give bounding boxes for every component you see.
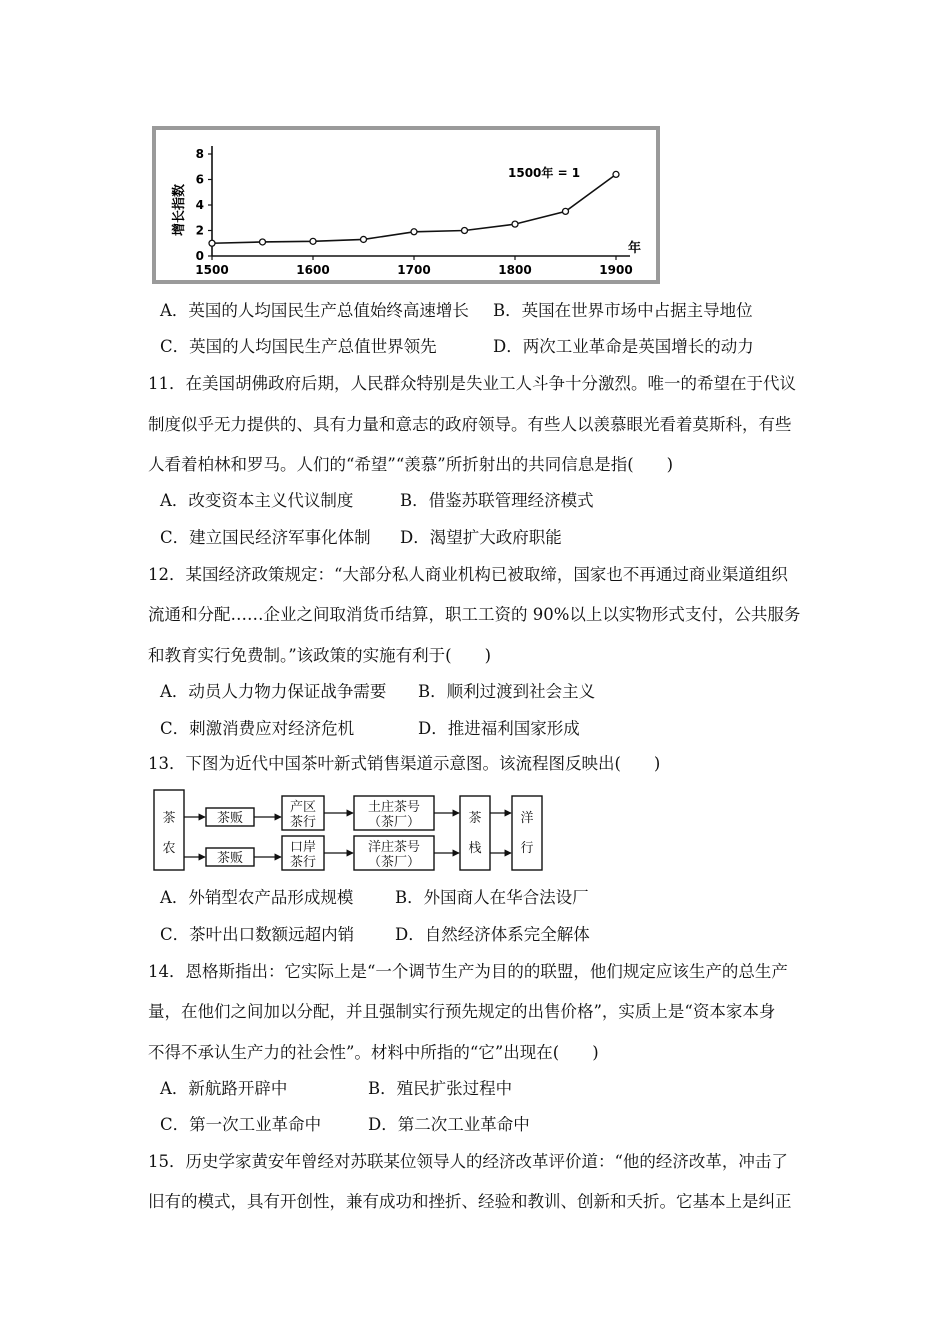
y-tick-label: 8: [195, 147, 204, 161]
flow-label-store-1: 茶: [468, 811, 482, 826]
q13-option-b: B．外国商人在华合法设厂: [395, 888, 589, 907]
tea-sales-flow-diagram: [150, 786, 550, 876]
q12-option-b: B．顺利过渡到社会主义: [418, 682, 596, 701]
flow-label-district-2: 茶行: [289, 815, 317, 830]
flow-box-tea-farmer: [154, 790, 184, 870]
q12-option-a: A．动员人力物力保证战争需要: [160, 682, 387, 701]
y-tick-label: 0: [195, 249, 204, 263]
x-tick-label: 1900: [599, 263, 633, 277]
y-tick-label: 6: [195, 172, 204, 187]
q15-stem-line-2: 旧有的模式，具有开创性，兼有成功和挫折、经验和教训、创新和夭折。它基本上是纠正: [148, 1192, 792, 1211]
q12-stem-line-1: 12．某国经济政策规定：“大部分私人商业机构已被取缔，国家也不再通过商业渠道组织: [148, 565, 788, 584]
q14-option-d: D．第二次工业革命中: [368, 1115, 530, 1134]
chart-series: [209, 171, 619, 246]
q12-stem-line-2: 流通和分配……企业之间取消货币结算，职工工资的 90%以上以实物形式支付，公共服务: [148, 605, 801, 624]
flow-label-farmer-1: 茶: [162, 811, 176, 826]
flow-label-firm-1: 洋: [520, 811, 534, 826]
q13-option-c: C．茶叶出口数额远超内销: [160, 925, 355, 944]
data-point: [361, 236, 367, 242]
x-tick-label: 1500: [195, 263, 229, 277]
x-tick-label: 1800: [498, 263, 532, 277]
chart-annotation: 1500年 = 1: [508, 166, 581, 180]
growth-index-chart-svg: [156, 130, 656, 280]
q11-option-b: B．借鉴苏联管理经济模式: [400, 491, 594, 510]
x-axis-label: 年: [628, 241, 642, 256]
q11-stem-line-2: 制度似乎无力提供的、具有力量和意志的政府领导。有些人以羡慕眼光看着莫斯科，有些: [148, 415, 792, 434]
q10-option-b: B．英国在世界市场中占据主导地位: [493, 301, 753, 320]
flow-label-farmer-2: 农: [162, 841, 176, 856]
q12-option-c: C．刺激消费应对经济危机: [160, 719, 355, 738]
q12-option-d: D．推进福利国家形成: [418, 719, 580, 738]
data-point: [411, 229, 417, 235]
flow-label-district-1: 产区: [289, 800, 317, 815]
data-point: [462, 228, 468, 234]
chart-axes: [212, 146, 630, 256]
q13-option-a: A．外销型农产品形成规模: [160, 888, 354, 907]
flow-box-tea-warehouse: [460, 796, 490, 870]
q11-stem-line-1: 11．在美国胡佛政府后期，人民群众特别是失业工人斗争十分激烈。唯一的希望在于代议: [148, 374, 796, 393]
growth-index-chart: [152, 126, 660, 284]
flow-label-store-2: 栈: [468, 841, 482, 856]
flow-label-port-1: 口岸: [289, 840, 317, 855]
q14-option-c: C．第一次工业革命中: [160, 1115, 322, 1134]
q10-option-c: C．英国的人均国民生产总值世界领先: [160, 337, 437, 356]
y-axis-label: 增长指数: [172, 183, 187, 237]
q14-option-b: B．殖民扩张过程中: [368, 1079, 513, 1098]
q10-option-d: D．两次工业革命是英国增长的动力: [493, 337, 754, 356]
q13-stem-line-1: 13．下图为近代中国茶叶新式销售渠道示意图。该流程图反映出( ): [148, 754, 661, 773]
flow-label-firm-2: 行: [520, 841, 534, 856]
data-point: [512, 221, 518, 227]
q11-option-c: C．建立国民经济军事化体制: [160, 528, 371, 547]
data-point: [310, 238, 316, 244]
x-tick-label: 1700: [397, 263, 431, 277]
q10-option-a: A．英国的人均国民生产总值始终高速增长: [160, 301, 469, 320]
flow-label-vendor-bottom: 茶贩: [216, 851, 244, 866]
data-point: [209, 240, 215, 246]
q12-stem-line-3: 和教育实行免费制。”该政策的实施有利于( ): [148, 646, 492, 665]
flow-label-local-2: （茶厂）: [367, 815, 421, 830]
flow-label-local-1: 土庄茶号: [367, 800, 421, 815]
flow-label-vendor-top: 茶贩: [216, 811, 244, 826]
x-tick-label: 1600: [296, 263, 330, 277]
q13-option-d: D．自然经济体系完全解体: [395, 925, 590, 944]
y-tick-label: 2: [195, 223, 204, 238]
data-point: [563, 208, 569, 214]
data-point: [613, 171, 619, 177]
q11-option-d: D．渴望扩大政府职能: [400, 528, 562, 547]
q11-stem-line-3: 人看着柏林和罗马。人们的“希望”“羡慕”所折射出的共同信息是指( ): [148, 455, 674, 474]
flow-label-foreign-1: 洋庄茶号: [367, 840, 421, 855]
q14-stem-line-1: 14．恩格斯指出：它实际上是“一个调节生产为目的的联盟，他们规定应该生产的总生产: [148, 962, 788, 981]
q14-stem-line-3: 不得不承认生产力的社会性”。材料中所指的“它”出现在( ): [148, 1043, 599, 1062]
q11-option-a: A．改变资本主义代议制度: [160, 491, 354, 510]
q15-stem-line-1: 15．历史学家黄安年曾经对苏联某位领导人的经济改革评价道：“他的经济改革，冲击了: [148, 1152, 788, 1171]
flow-label-port-2: 茶行: [289, 855, 317, 870]
data-point: [260, 239, 266, 245]
flow-label-foreign-2: （茶厂）: [367, 855, 421, 870]
y-tick-label: 4: [195, 198, 204, 212]
flow-box-foreign-firm: [512, 796, 542, 870]
q14-option-a: A．新航路开辟中: [160, 1079, 288, 1098]
q14-stem-line-2: 量，在他们之间加以分配，并且强制实行预先规定的出售价格”，实质上是“资本家本身: [148, 1002, 776, 1021]
